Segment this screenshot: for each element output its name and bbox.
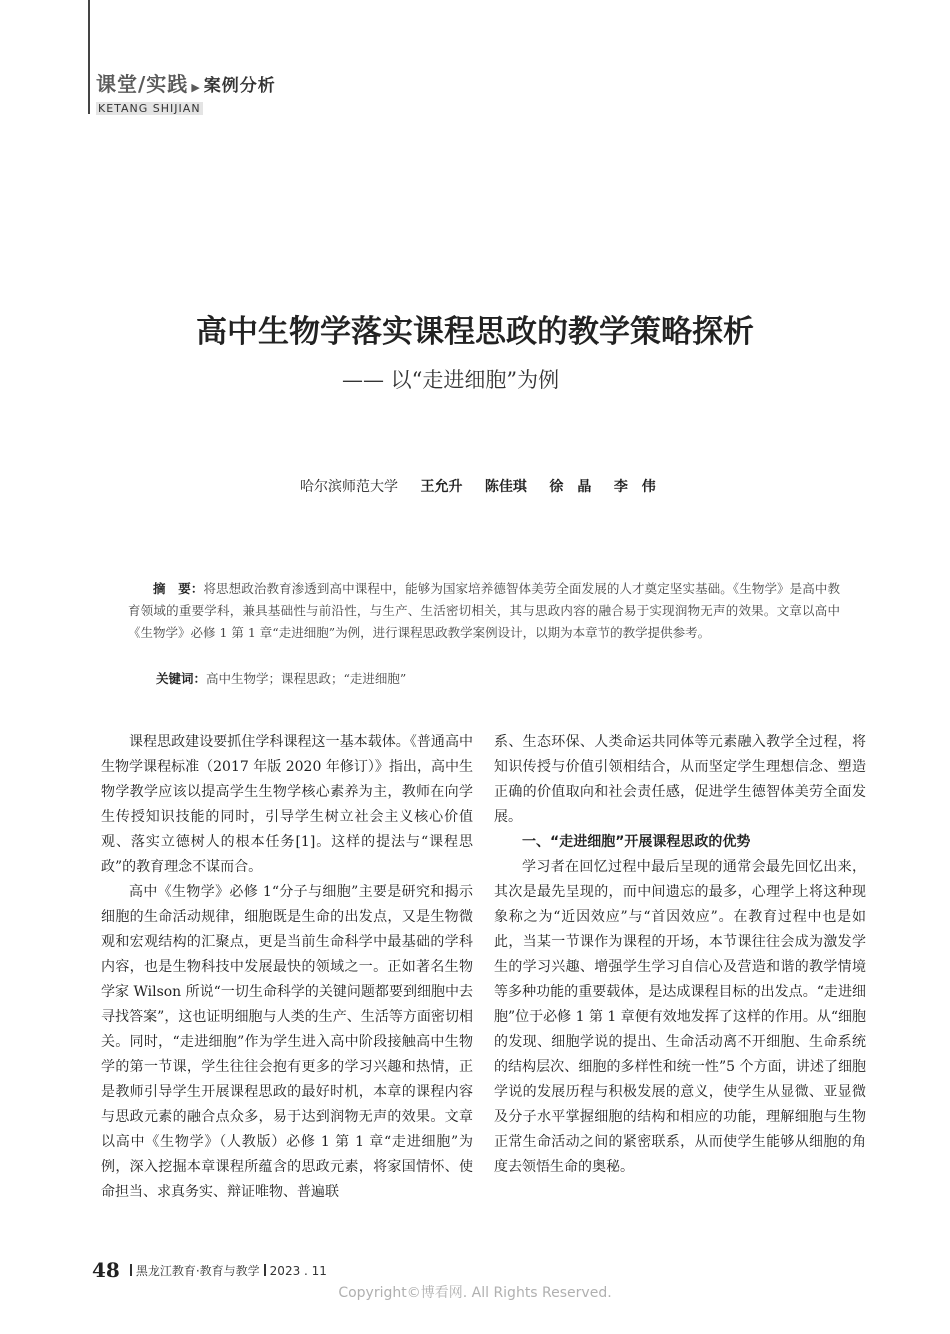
- body-paragraph: 系、生态环保、人类命运共同体等元素融入教学全过程，将知识传授与价值引领相结合，从而坚定学生理想信念、塑造正确的价值取向和社会责任感，促进学生德智体美劳全面发展。: [494, 734, 866, 825]
- page-footer: [92, 1258, 327, 1282]
- keywords: [156, 668, 406, 690]
- keywords-text: 高中生物学；课程思政；“走进细胞”: [206, 671, 407, 686]
- author-line: [300, 476, 674, 496]
- triangle-right-icon: ▶: [191, 81, 201, 94]
- abstract-text: 将思想政治教育渗透到高中课程中，能够为国家培养德智体美劳全面发展的人才奠定坚实基础。《生物学》是高中教育领域的重要学科，兼具基础性与前沿性，与生产、生活密切相关，其与思政内容的融合易于实现润物无声的效果。文章以高中《生物学》必修 1 第 1 章“走进细胞”为例，进行课程思政教学案例设计，以期为本章节的教学提供参考。: [128, 581, 840, 640]
- abstract-label: 摘 要：: [153, 581, 204, 596]
- section-heading: 一、“走进细胞”开展课程思政的优势: [522, 834, 751, 850]
- keywords-label: 关键词：: [156, 671, 207, 686]
- header-vertical-rule: [88, 0, 90, 114]
- author-name: 王允升: [420, 479, 463, 495]
- abstract: [128, 578, 840, 644]
- author-institution: 哈尔滨师范大学: [300, 479, 398, 495]
- body-column-right: [494, 730, 866, 1180]
- body-column-left: [101, 730, 473, 1205]
- journal-issue: 2023 . 11: [269, 1264, 327, 1278]
- author-name: 陈佳琪: [484, 479, 527, 495]
- author-name: 李 伟: [613, 479, 656, 495]
- author-name: 徐 晶: [549, 479, 592, 495]
- article-title: 高中生物学落实课程思政的教学策略探析: [196, 314, 754, 350]
- body-paragraph: 课程思政建设要抓住学科课程这一基本载体。《普通高中生物学课程标准（2017 年版 2020 年修订）》指出，高中生物学教学应该以提高学生生物学核心素养为主，教师在向学生传授知识技能的同时，引导学生树立社会主义核心价值观、落实立德树人的根本任务[1]。这样的提法与“课程思政”的教育理念不谋而合。: [101, 734, 473, 875]
- article-subtitle: —— 以“走进细胞”为例: [342, 368, 560, 392]
- column-pinyin: KETANG SHIJIAN: [98, 102, 201, 115]
- column-subsection: 案例分析: [203, 76, 276, 96]
- footer-divider: [264, 1264, 266, 1276]
- body-paragraph: 学习者在回忆过程中最后呈现的通常会最先回忆出来，其次是最先呈现的，而中间遗忘的最多，心理学上将这种现象称之为“近因效应”与“首因效应”。在教育过程中也是如此，当某一节课作为课程的开场，本节课往往会成为激发学生的学习兴趣、增强学生学习自信心及营造和谐的教学情境等多种功能的重要载体，是达成课程目标的出发点。“走进细胞”位于必修 1 第 1 章便有效地发挥了这样的作用。从“细胞的发现、细胞学说的提出、生命活动离不开细胞、生命系统的结构层次、细胞的多样性和统一性”5 个方面，讲述了细胞学说的发展历程与积极发展的意义，使学生从显微、亚显微及分子水平掌握细胞的结构和相应的功能，理解细胞与生物正常生命活动之间的紧密联系，从而使学生能够从细胞的角度去领悟生命的奥秘。: [494, 859, 866, 1175]
- column-header: [96, 68, 276, 116]
- footer-divider: [130, 1264, 132, 1276]
- page-number: 48: [92, 1258, 120, 1282]
- column-section: 课堂/实践: [96, 72, 189, 96]
- journal-name: 黑龙江教育·教育与教学: [135, 1264, 260, 1278]
- body-paragraph: 高中《生物学》必修 1“分子与细胞”主要是研究和揭示细胞的生命活动规律，细胞既是生命的出发点，又是生物微观和宏观结构的汇聚点，更是当前生命科学中最基础的学科内容，也是生物科技中发展最快的领域之一。正如著名生物学家 Wilson 所说“一切生命科学的关键问题都要到细胞中去寻找答案”，这也证明细胞与人类的生产、生活等方面密切相关。同时，“走进细胞”作为学生进入高中阶段接触高中生物学的第一节课，学生往往会抱有更多的学习兴趣和热情，正是教师引导学生开展课程思政的最好时机，本章的课程内容与思政元素的融合点众多，易于达到润物无声的效果。文章以高中《生物学》（人教版）必修 1 第 1 章“走进细胞”为例，深入挖掘本章课程所蕴含的思政元素，将家国情怀、使命担当、求真务实、辩证唯物、普遍联: [101, 884, 473, 1200]
- copyright-notice: Copyright©博看网. All Rights Reserved.: [338, 1285, 612, 1301]
